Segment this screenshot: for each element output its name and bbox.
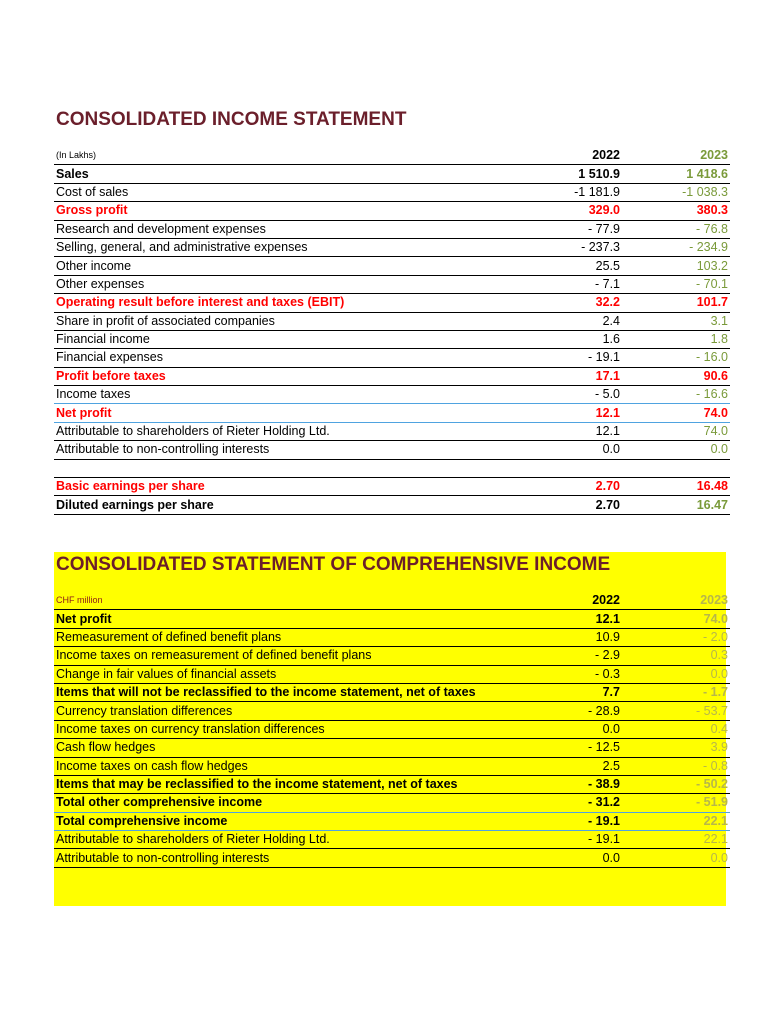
row-label: Selling, general, and administrative expenses [54, 238, 508, 256]
unit-label: CHF million [54, 592, 508, 610]
row-label: Research and development expenses [54, 220, 508, 238]
value-2023: 74.0 [622, 610, 730, 628]
value-2023: 0.0 [622, 441, 730, 459]
value-2022: - 19.1 [508, 831, 622, 849]
row-label: Financial expenses [54, 349, 508, 367]
year-2023-header: 2023 [622, 592, 730, 610]
table-row [54, 849, 730, 867]
value-2023: - 76.8 [622, 220, 730, 238]
value-2022: - 77.9 [508, 220, 622, 238]
table-row [54, 294, 730, 312]
value-2022: - 7.1 [508, 275, 622, 293]
value-2023: 22.1 [622, 812, 730, 830]
value-2023: 22.1 [622, 831, 730, 849]
row-label: Attributable to non-controlling interests [54, 441, 508, 459]
year-2022-header: 2022 [508, 592, 622, 610]
value-2022: 0.0 [508, 720, 622, 738]
table-row [54, 238, 730, 256]
spacer-row [54, 459, 730, 477]
comprehensive-income-title: CONSOLIDATED STATEMENT OF COMPREHENSIVE INCOME [56, 554, 611, 575]
value-2023: - 2.0 [622, 628, 730, 646]
value-2023: - 16.0 [622, 349, 730, 367]
comprehensive-income-table [54, 592, 730, 868]
row-label: Attributable to shareholders of Rieter Holding Ltd. [54, 831, 508, 849]
table-row [54, 812, 730, 830]
value-2022: 10.9 [508, 628, 622, 646]
row-label: Other expenses [54, 275, 508, 293]
row-label: Income taxes on cash flow hedges [54, 757, 508, 775]
table-row [54, 183, 730, 201]
table-row [54, 702, 730, 720]
value-2022: - 19.1 [508, 349, 622, 367]
value-2023: 1 418.6 [622, 165, 730, 183]
year-2022-header: 2022 [508, 147, 622, 165]
value-2022: - 237.3 [508, 238, 622, 256]
table-row [54, 683, 730, 701]
row-label: Cash flow hedges [54, 739, 508, 757]
value-2022: 7.7 [508, 683, 622, 701]
income-statement-title: CONSOLIDATED INCOME STATEMENT [56, 109, 407, 130]
value-2022: 12.1 [508, 404, 622, 422]
year-2023-header: 2023 [622, 147, 730, 165]
value-2022: - 38.9 [508, 775, 622, 793]
value-2023: 3.1 [622, 312, 730, 330]
value-2022: - 19.1 [508, 812, 622, 830]
value-2022: 0.0 [508, 849, 622, 867]
table-row [54, 257, 730, 275]
value-2022: - 5.0 [508, 386, 622, 404]
table-row [54, 647, 730, 665]
value-2023: 74.0 [622, 404, 730, 422]
value-2023: 101.7 [622, 294, 730, 312]
row-label: Total other comprehensive income [54, 794, 508, 812]
table-row [54, 404, 730, 422]
table-row [54, 665, 730, 683]
table-row [54, 478, 730, 496]
value-2023: -1 038.3 [622, 183, 730, 201]
value-2023: - 1.7 [622, 683, 730, 701]
row-label: Income taxes on currency translation differences [54, 720, 508, 738]
value-2022: 2.4 [508, 312, 622, 330]
table-row [54, 496, 730, 514]
value-2022: 32.2 [508, 294, 622, 312]
table-row [54, 330, 730, 348]
table-row [54, 386, 730, 404]
unit-label: (In Lakhs) [54, 147, 508, 165]
value-2023: 3.9 [622, 739, 730, 757]
table-row [54, 312, 730, 330]
value-2023: - 50.2 [622, 775, 730, 793]
table-row [54, 275, 730, 293]
table-row [54, 202, 730, 220]
row-label: Items that may be reclassified to the income statement, net of taxes [54, 775, 508, 793]
table-row [54, 775, 730, 793]
table-row [54, 720, 730, 738]
value-2023: 103.2 [622, 257, 730, 275]
value-2023: - 16.6 [622, 386, 730, 404]
table-row [54, 794, 730, 812]
row-label: Sales [54, 165, 508, 183]
income-statement-table [54, 147, 730, 515]
value-2023: 0.4 [622, 720, 730, 738]
value-2023: 1.8 [622, 330, 730, 348]
row-label: Attributable to non-controlling interests [54, 849, 508, 867]
value-2023: 90.6 [622, 367, 730, 385]
value-2022: 329.0 [508, 202, 622, 220]
value-2022: - 2.9 [508, 647, 622, 665]
value-2022: 1 510.9 [508, 165, 622, 183]
table-row [54, 831, 730, 849]
table-row [54, 441, 730, 459]
row-label: Cost of sales [54, 183, 508, 201]
row-label: Change in fair values of financial assets [54, 665, 508, 683]
table-header [54, 592, 730, 610]
table-row [54, 739, 730, 757]
row-label: Other income [54, 257, 508, 275]
value-2022: 12.1 [508, 610, 622, 628]
value-2022: 2.70 [508, 496, 622, 514]
value-2023: - 234.9 [622, 238, 730, 256]
value-2023: 0.0 [622, 849, 730, 867]
value-2022: 1.6 [508, 330, 622, 348]
value-2022: - 31.2 [508, 794, 622, 812]
table-row [54, 220, 730, 238]
value-2023: - 53.7 [622, 702, 730, 720]
row-label: Net profit [54, 610, 508, 628]
row-label: Remeasurement of defined benefit plans [54, 628, 508, 646]
table-row [54, 165, 730, 183]
table-row [54, 757, 730, 775]
value-2023: 380.3 [622, 202, 730, 220]
row-label: Profit before taxes [54, 367, 508, 385]
value-2023: 16.48 [622, 478, 730, 496]
row-label: Net profit [54, 404, 508, 422]
value-2023: 16.47 [622, 496, 730, 514]
value-2022: 25.5 [508, 257, 622, 275]
table-row [54, 610, 730, 628]
value-2023: 0.0 [622, 665, 730, 683]
value-2022: - 0.3 [508, 665, 622, 683]
value-2023: - 70.1 [622, 275, 730, 293]
value-2022: - 12.5 [508, 739, 622, 757]
row-label: Operating result before interest and taxes (EBIT) [54, 294, 508, 312]
row-label: Gross profit [54, 202, 508, 220]
value-2023: 0.3 [622, 647, 730, 665]
row-label: Attributable to shareholders of Rieter Holding Ltd. [54, 422, 508, 440]
row-label: Income taxes on remeasurement of defined benefit plans [54, 647, 508, 665]
row-label: Financial income [54, 330, 508, 348]
table-row [54, 422, 730, 440]
table-row [54, 349, 730, 367]
row-label: Total comprehensive income [54, 812, 508, 830]
value-2022: 17.1 [508, 367, 622, 385]
value-2022: 12.1 [508, 422, 622, 440]
value-2022: 0.0 [508, 441, 622, 459]
table-row [54, 628, 730, 646]
value-2023: - 51.9 [622, 794, 730, 812]
row-label: Basic earnings per share [54, 478, 508, 496]
row-label: Diluted earnings per share [54, 496, 508, 514]
row-label: Share in profit of associated companies [54, 312, 508, 330]
value-2022: 2.70 [508, 478, 622, 496]
row-label: Currency translation differences [54, 702, 508, 720]
table-row [54, 367, 730, 385]
row-label: Income taxes [54, 386, 508, 404]
value-2023: 74.0 [622, 422, 730, 440]
value-2023: - 0.8 [622, 757, 730, 775]
table-header [54, 147, 730, 165]
value-2022: 2.5 [508, 757, 622, 775]
value-2022: - 28.9 [508, 702, 622, 720]
value-2022: -1 181.9 [508, 183, 622, 201]
row-label: Items that will not be reclassified to the income statement, net of taxes [54, 683, 508, 701]
